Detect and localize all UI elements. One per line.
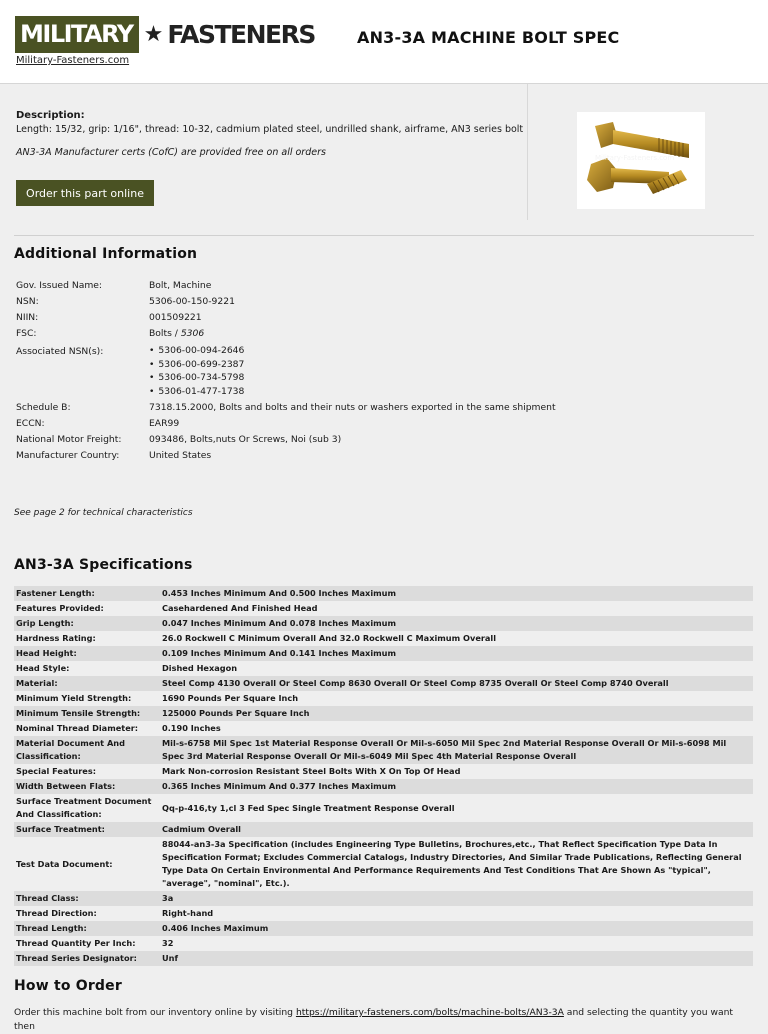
spec-value: Casehardened And Finished Head: [160, 601, 753, 616]
spec-key: Test Data Document:: [14, 837, 160, 891]
spec-key: Head Height:: [14, 646, 160, 661]
logo-fasteners: FASTENERS: [167, 19, 315, 49]
see-page-note: See page 2 for technical characteristics: [14, 508, 193, 518]
info-row: [16, 432, 556, 448]
info-value: [149, 326, 204, 342]
spec-row: [14, 794, 753, 822]
associated-nsn[interactable]: • 5306-00-734-5798: [149, 371, 244, 385]
spec-key: Thread Series Designator:: [14, 951, 160, 966]
spec-row: [14, 691, 753, 706]
specifications-title: AN3-3A Specifications: [14, 557, 193, 573]
photo-watermark: Military-Fasteners.com: [595, 154, 675, 162]
bolt-photo: [577, 112, 705, 209]
info-value: 001509221: [149, 312, 202, 323]
specifications-body: [14, 586, 753, 966]
spec-row: [14, 646, 753, 661]
spec-value: 0.109 Inches Minimum And 0.141 Inches Maximum: [160, 646, 753, 661]
spec-key: Features Provided:: [14, 601, 160, 616]
spec-row: [14, 921, 753, 936]
associated-nsn[interactable]: • 5306-01-477-1738: [149, 385, 244, 399]
spec-key: Thread Direction:: [14, 906, 160, 921]
spec-value: Right-hand: [160, 906, 753, 921]
fsc-text: Bolts /: [149, 328, 181, 339]
spec-value: Steel Comp 4130 Overall Or Steel Comp 8630 Overall Or Steel Comp 8735 Overall Or Steel Comp 8740 Overall: [160, 676, 753, 691]
how-to-order-text: [14, 1006, 754, 1034]
info-value: United States: [149, 450, 212, 462]
spec-value: 125000 Pounds Per Square Inch: [160, 706, 753, 721]
spec-row: [14, 676, 753, 691]
spec-key: Grip Length:: [14, 616, 160, 631]
section-divider: [14, 235, 754, 236]
spec-value: Cadmium Overall: [160, 822, 753, 837]
bolt-image: [577, 112, 705, 209]
spec-row: [14, 764, 753, 779]
star-icon: ★: [143, 21, 164, 47]
page-title: AN3-3A MACHINE BOLT SPEC: [357, 28, 620, 47]
info-key: Associated NSN(s):: [16, 346, 104, 357]
spec-row: [14, 586, 753, 601]
spec-value: 3a: [160, 891, 753, 906]
spec-row: [14, 837, 753, 891]
info-row: [16, 310, 556, 326]
spec-row: [14, 822, 753, 837]
info-value: 7318.15.2000, Bolts and bolts and their nuts or washers exported in the same shipment: [149, 402, 556, 414]
description-label: Description:: [16, 110, 85, 121]
order-page-link[interactable]: https://military-fasteners.com/bolts/machine-bolts/AN3-3A: [295, 1007, 564, 1018]
certs-note: AN3-3A Manufacturer certs (CofC) are provided free on all orders: [16, 147, 326, 158]
description-text: Length: 15/32, grip: 1/16", thread: 10-32, cadmium plated steel, undrilled shank, airframe, AN3 series bolt: [16, 124, 524, 135]
spec-value: 0.047 Inches Minimum And 0.078 Inches Maximum: [160, 616, 753, 631]
info-value: EAR99: [149, 418, 180, 430]
spec-row: [14, 631, 753, 646]
info-key: Manufacturer Country:: [16, 450, 120, 462]
spec-key: Surface Treatment:: [14, 822, 160, 837]
info-key: NIIN:: [16, 312, 39, 323]
spec-value: 0.190 Inches: [160, 721, 753, 736]
spec-key: Surface Treatment Document And Classification:: [14, 794, 160, 822]
spec-value: 0.365 Inches Minimum And 0.377 Inches Maximum: [160, 779, 753, 794]
spec-row: [14, 936, 753, 951]
info-row: [16, 448, 556, 464]
spec-row: [14, 906, 753, 921]
order-text-before: Order this machine bolt from our inventory online by visiting: [14, 1007, 296, 1018]
order-online-button[interactable]: Order this part online: [16, 180, 154, 206]
how-to-order-title: How to Order: [14, 978, 122, 994]
page-header: [0, 0, 768, 84]
spec-key: Material Document And Classification:: [14, 736, 160, 764]
spec-value: 26.0 Rockwell C Minimum Overall And 32.0 Rockwell C Maximum Overall: [160, 631, 753, 646]
spec-row: [14, 779, 753, 794]
fsc-code-link[interactable]: 5306: [180, 328, 205, 339]
associated-nsn[interactable]: • 5306-00-094-2646: [149, 344, 244, 358]
spec-value: Unf: [160, 951, 753, 966]
info-value: Bolt, Machine: [149, 280, 212, 291]
spec-value: 0.406 Inches Maximum: [160, 921, 753, 936]
spec-key: Minimum Yield Strength:: [14, 691, 160, 706]
spec-key: Nominal Thread Diameter:: [14, 721, 160, 736]
spec-value: Mil-s-6758 Mil Spec 1st Material Response Overall Or Mil-s-6050 Mil Spec 2nd Material Response Overall Or Mil-s-6098 Mil Spec 3rd Material Response Overall Or Mil-s-6049 Mil Spec 4th Material Response Overall: [160, 736, 753, 764]
spec-value: 0.453 Inches Minimum And 0.500 Inches Maximum: [160, 586, 753, 601]
spec-key: Thread Quantity Per Inch:: [14, 936, 160, 951]
spec-row: [14, 616, 753, 631]
site-url-link[interactable]: Military-Fasteners.com: [16, 55, 130, 66]
info-row: [16, 278, 556, 294]
additional-info-title: Additional Information: [14, 246, 198, 262]
info-row: [16, 294, 556, 310]
vertical-divider: [527, 84, 528, 220]
spec-value: Qq-p-416,ty 1,cl 3 Fed Spec Single Treatment Response Overall: [160, 794, 753, 822]
spec-key: Special Features:: [14, 764, 160, 779]
spec-key: Material:: [14, 676, 160, 691]
specifications-table: [14, 586, 753, 966]
info-key: ECCN:: [16, 418, 45, 430]
spec-row: [14, 706, 753, 721]
spec-value: Dished Hexagon: [160, 661, 753, 676]
spec-row: [14, 601, 753, 616]
info-key: FSC:: [16, 328, 37, 339]
site-logo[interactable]: [15, 15, 315, 53]
spec-key: Minimum Tensile Strength:: [14, 706, 160, 721]
spec-value: 1690 Pounds Per Square Inch: [160, 691, 753, 706]
info-row: [16, 326, 556, 342]
spec-key: Thread Class:: [14, 891, 160, 906]
spec-key: Width Between Flats:: [14, 779, 160, 794]
info-key: Gov. Issued Name:: [16, 280, 103, 291]
spec-row: [14, 736, 753, 764]
info-key: NSN:: [16, 296, 39, 307]
associated-nsn-list: [149, 344, 244, 398]
spec-key: Thread Length:: [14, 921, 160, 936]
spec-value: 32: [160, 936, 753, 951]
info-value: 5306-00-150-9221: [149, 296, 235, 307]
spec-row: [14, 721, 753, 736]
order-text-after: and selecting the quantity you want then: [14, 1007, 734, 1032]
associated-nsn[interactable]: • 5306-00-699-2387: [149, 358, 244, 372]
logo-military: MILITARY: [15, 16, 139, 53]
info-value: 093486, Bolts,nuts Or Screws, Noi (sub 3): [149, 434, 342, 446]
spec-key: Hardness Rating:: [14, 631, 160, 646]
info-row: [16, 400, 556, 416]
spec-row: [14, 891, 753, 906]
spec-value: Mark Non-corrosion Resistant Steel Bolts With X On Top Of Head: [160, 764, 753, 779]
spec-value: 88044-an3-3a Specification (includes Engineering Type Bulletins, Brochures,etc., That Reflect Specification Type Data In Specification Format; Excludes Commercial Catalogs, Industry Directories, And Similar Trade Publications, Reflecting General Type Data On Certain Environmental And Performance Requirements And Test Conditions That Are Shown As "typical", "average", "nominal", Etc.).: [160, 837, 753, 891]
info-row: [16, 416, 556, 432]
info-key: National Motor Freight:: [16, 434, 122, 446]
spec-key: Head Style:: [14, 661, 160, 676]
spec-row: [14, 951, 753, 966]
spec-key: Fastener Length:: [14, 586, 160, 601]
info-key: Schedule B:: [16, 402, 71, 414]
additional-info-list: [16, 278, 556, 464]
info-row: [16, 344, 556, 398]
spec-row: [14, 661, 753, 676]
